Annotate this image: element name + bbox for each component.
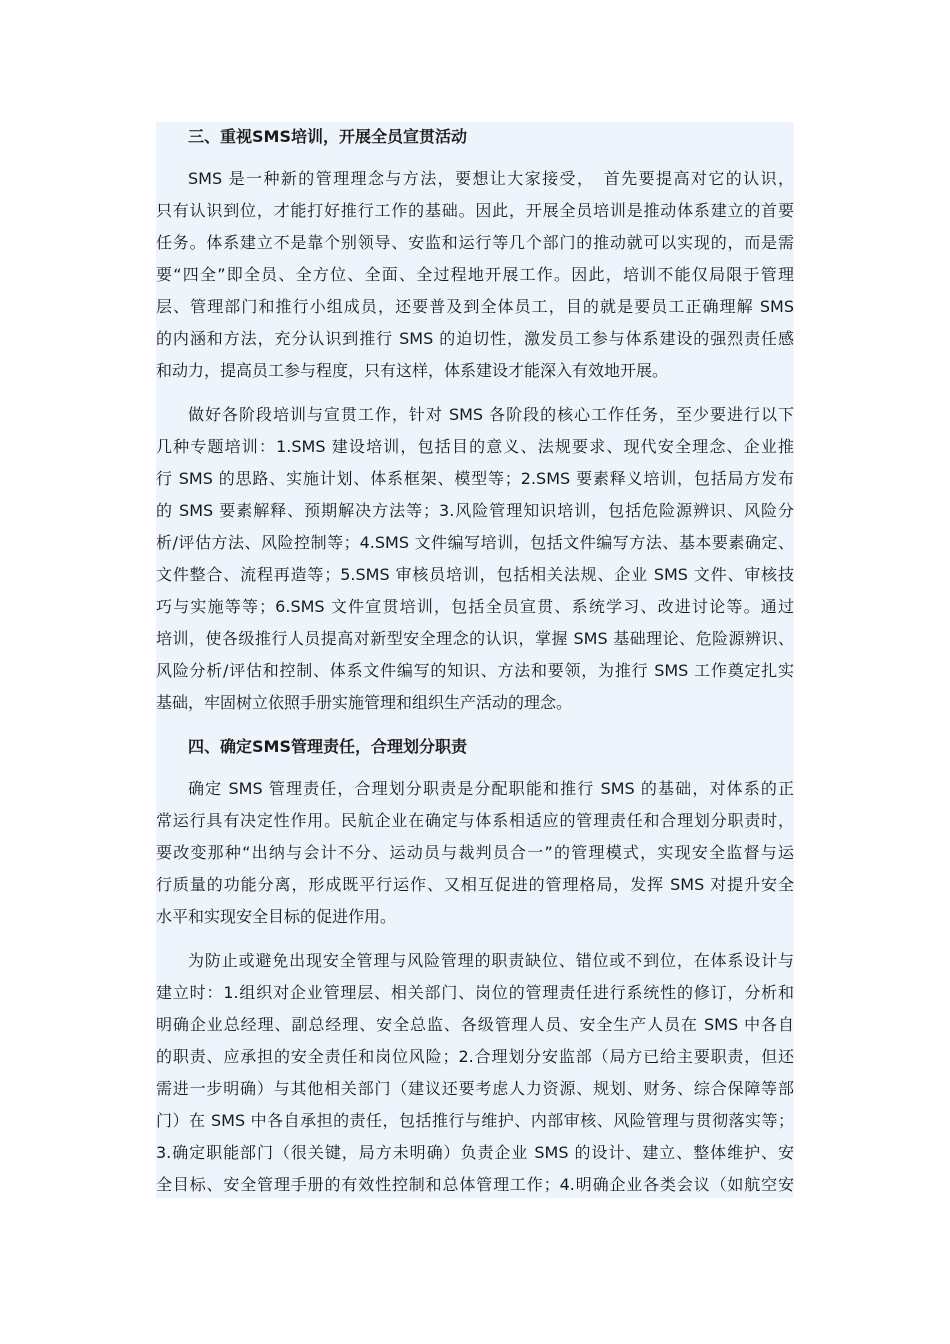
section-3-para-2-line: 行 SMS 的思路、实施计划、体系框架、模型等；2.SMS 要素释义培训，包括局方发布 xyxy=(156,469,794,488)
section-4-para-2-line: 建立时：1.组织对企业管理层、相关部门、岗位的管理责任进行系统性的修订，分析和 xyxy=(156,983,794,1002)
section-3-para-2-line: 几种专题培训：1.SMS 建设培训，包括目的意义、法规要求、现代安全理念、企业推 xyxy=(156,437,794,456)
section-3-para-2-line: 巧与实施等等；6.SMS 文件宣贯培训，包括全员宣贯、系统学习、改进讨论等。通过 xyxy=(156,597,794,616)
section-3-para-2-line: 的 SMS 要素解释、预期解决方法等；3.风险管理知识培训，包括危险源辨识、风险分 xyxy=(156,501,794,520)
section-3-heading: 三、重视SMS培训，开展全员宣贯活动 xyxy=(188,127,467,146)
section-3-para-1-line: 层、管理部门和推行小组成员，还要普及到全体员工，目的就是要员工正确理解 SMS xyxy=(156,297,794,316)
section-4-para-2-line: 门）在 SMS 中各自承担的责任，包括推行与维护、内部审核、风险管理与贯彻落实等； xyxy=(156,1111,794,1130)
section-4-para-2-line: 明确企业总经理、副总经理、安全总监、各级管理人员、安全生产人员在 SMS 中各自 xyxy=(156,1015,794,1034)
section-3-para-1-line: 和动力，提高员工参与程度，只有这样，体系建设才能深入有效地开展。 xyxy=(156,361,669,380)
section-4-para-2-line: 为防止或避免出现安全管理与风险管理的职责缺位、错位或不到位，在体系设计与 xyxy=(188,951,794,970)
section-3-para-2-line: 文件整合、流程再造等；5.SMS 审核员培训，包括相关法规、企业 SMS 文件、审核技 xyxy=(156,565,794,584)
document-body xyxy=(156,122,794,1198)
section-3-para-1-line: 的内涵和方法，充分认识到推行 SMS 的迫切性，激发员工参与体系建设的强烈责任感 xyxy=(156,329,794,348)
section-4-para-1-line: 常运行具有决定性作用。民航企业在确定与体系相适应的管理责任和合理划分职责时， xyxy=(156,811,794,830)
section-3-para-1-line: SMS 是一种新的管理理念与方法，要想让大家接受， 首先要提高对它的认识， xyxy=(188,169,794,188)
section-4-para-2-line: 3.确定职能部门（很关键，局方未明确）负责企业 SMS 的设计、建立、整体维护、安 xyxy=(156,1143,794,1162)
section-3-para-1-line: 任务。体系建立不是靠个别领导、安监和运行等几个部门的推动就可以实现的，而是需 xyxy=(156,233,794,252)
section-3-para-2-line: 培训，使各级推行人员提高对新型安全理念的认识，掌握 SMS 基础理论、危险源辨识、 xyxy=(156,629,794,648)
section-3-para-1-line: 只有认识到位，才能打好推行工作的基础。因此，开展全员培训是推动体系建立的首要 xyxy=(156,201,794,220)
section-3-para-2-line: 析/评估方法、风险控制等；4.SMS 文件编写培训，包括文件编写方法、基本要素确定、 xyxy=(156,533,794,552)
section-4-para-1-line: 水平和实现安全目标的促进作用。 xyxy=(156,907,397,926)
section-4-para-2-line: 的职责、应承担的安全责任和岗位风险；2.合理划分安监部（局方已给主要职责，但还 xyxy=(156,1047,794,1066)
section-4-para-2-line: 需进一步明确）与其他相关部门（建议还要考虑人力资源、规划、财务、综合保障等部 xyxy=(156,1079,794,1098)
section-3-para-2-line: 风险分析/评估和控制、体系文件编写的知识、方法和要领，为推行 SMS 工作奠定扎实 xyxy=(156,661,794,680)
section-4-para-1-line: 行质量的功能分离，形成既平行运作、又相互促进的管理格局，发挥 SMS 对提升安全 xyxy=(156,875,794,894)
section-3-para-2-line: 做好各阶段培训与宣贯工作，针对 SMS 各阶段的核心工作任务，至少要进行以下 xyxy=(188,405,794,424)
section-4-para-1-line: 确定 SMS 管理责任，合理划分职责是分配职能和推行 SMS 的基础，对体系的正 xyxy=(188,779,794,798)
section-4-para-1-line: 要改变那种“出纳与会计不分、运动员与裁判员合一”的管理模式，实现安全监督与运 xyxy=(156,843,794,862)
section-3-para-2-line: 基础，牢固树立依照手册实施管理和组织生产活动的理念。 xyxy=(156,693,573,712)
section-4-para-2-line: 全目标、安全管理手册的有效性控制和总体管理工作；4.明确企业各类会议（如航空安 xyxy=(156,1175,794,1194)
section-3-para-1-line: 要“四全”即全员、全方位、全面、全过程地开展工作。因此，培训不能仅局限于管理 xyxy=(156,265,794,284)
section-4-heading: 四、确定SMS管理责任，合理划分职责 xyxy=(188,737,467,756)
